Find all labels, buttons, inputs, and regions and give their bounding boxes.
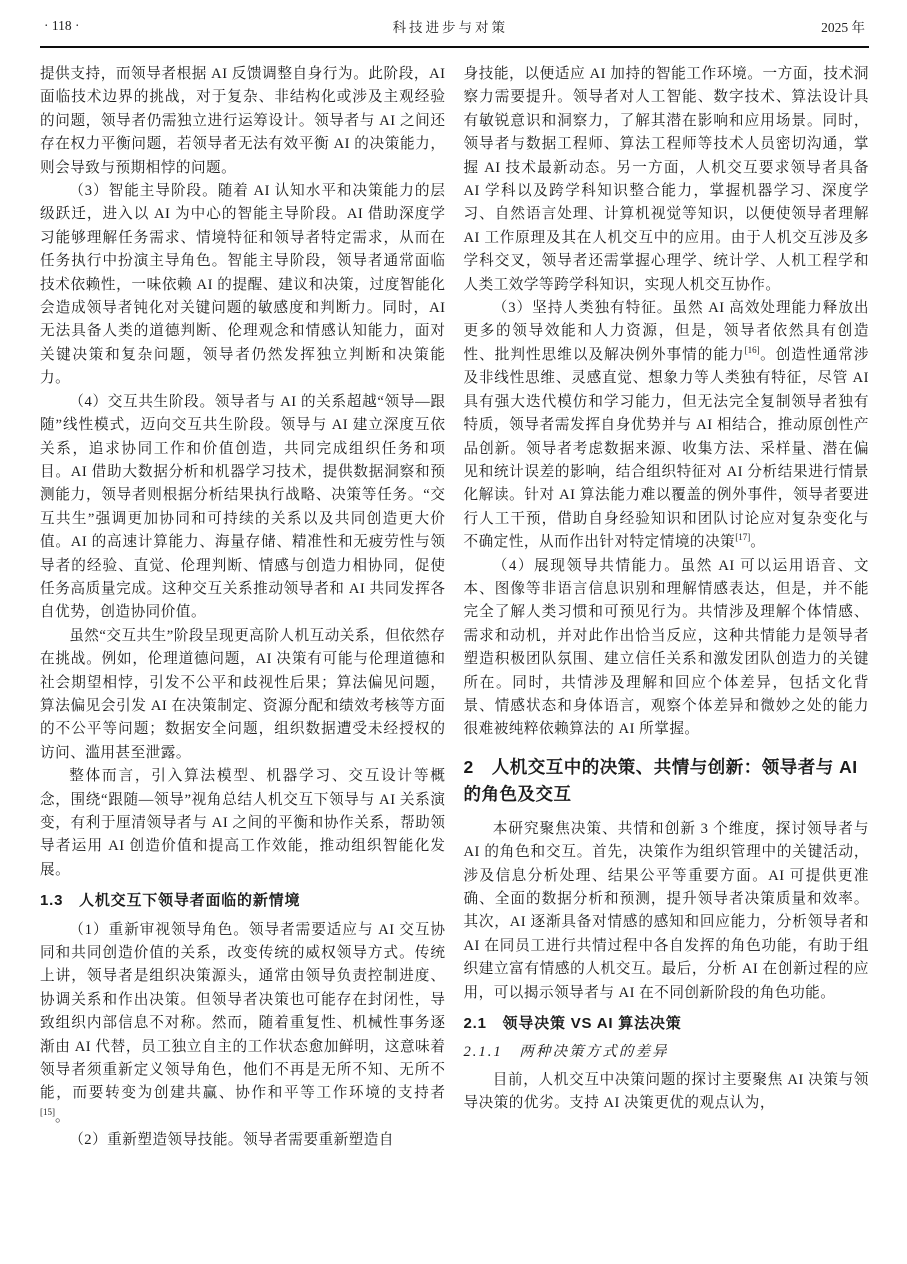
page-header [40, 10, 869, 46]
content-columns [40, 63, 869, 1153]
citation-ref: [15] [40, 1107, 55, 1118]
header-rule [40, 46, 869, 48]
section-heading-2-1-1: 2.1.1 两种决策方式的差异 [463, 1044, 669, 1061]
section-heading-2-1: 2.1 领导决策 VS AI 算法决策 [463, 1015, 682, 1033]
paragraph: （4）交互共生阶段。领导者与 AI 的关系超越“领导—跟随”线性模式，迈向交互共生阶段。领导与 AI 建立深度互依关系，追求协同工作和价值创造，共同完成组织任务和项目。AI 借助大数据分析和机器学习技术，提供数据洞察和预测能力，领导者则根据分析结果执行战略、决策等任务。“交互共生”强调更加协同和可持续的关系以及共同创造更大价值。AI 的高速计算能力、海量存储、精准性和无疲劳性与领导者的经验、直觉、伦理判断、情感与创造力相协同，促使任务高质量完成。这种交互关系推动领导者和 AI 共同发挥各自优势，创造协同价值。 [40, 393, 446, 621]
paragraph: 虽然“交互共生”阶段呈现更高阶人机互动关系，但依然存在挑战。例如，伦理道德问题，AI 决策有可能与伦理道德和社会期望相悖，引发不公平和歧视性后果；算法偏见问题，算法偏见会引发 AI 在决策制定、资源分配和绩效考核等方面的不公平等问题；数据安全问题，组织数据遭受未经授权的访问、滥用甚至泄露。 [40, 627, 446, 761]
paragraph: 身技能，以便适应 AI 加持的智能工作环境。一方面，技术洞察力需要提升。领导者对人工智能、数字技术、算法设计具有敏锐意识和洞察力，了解其潜在影响和应用场景。同时，领导者与数据工程师、算法工程师等技术人员密切沟通，掌握 AI 技术最新动态。另一方面，人机交互要求领导者具备 AI 学科以及跨学科知识整合能力，掌握机器学习、深度学习、自然语言处理、计算机视觉等知识，以便使领导者理解 AI 工作原理及其在人机交互中的应用。由于人机交互涉及多学科交叉，领导者还需掌握心理学、统计学、人机工程学和人类工效学等跨学科知识，实现人机交互协作。 [463, 66, 869, 293]
section-heading-1-3: 1.3 人机交互下领导者面临的新情境 [40, 892, 301, 910]
paragraph: 提供支持，而领导者根据 AI 反馈调整自身行为。此阶段，AI 面临技术边界的挑战，对于复杂、非结构化或涉及主观经验的问题，领导者仍需独立进行运筹设计。领导者与 AI 之间还存在权力平衡问题，若领导者无法有效平衡 AI 的决策能力，则会导致与预期相悖的问题。 [40, 66, 446, 176]
citation-ref: [16] [744, 345, 760, 356]
right-column [464, 63, 870, 1153]
citation-ref: [17] [735, 532, 751, 543]
page-number: · 118 · [44, 18, 80, 33]
paragraph: （2）重新塑造领导技能。领导者需要重新塑造自 [69, 1132, 394, 1149]
year-label: 2025 年 [821, 20, 865, 35]
journal-title: 科技进步与对策 [392, 20, 509, 35]
paragraph: （4）展现领导共情能力。虽然 AI 可以运用语音、文本、图像等非语言信息识别和理解情感表达，但是，并不能完全了解人类习惯和可预见行为。共情涉及理解个体情感、需求和动机，并对此作出恰当反应，这种共情能力是领导者塑造积极团队氛围、建立信任关系和激发团队创造力的关键所在。同时，共情涉及理解和回应个体差异，包括文化背景、情感状态和身体语言，观察个体差异和微妙之处的能力很难被纯粹依赖算法的 AI 所掌握。 [463, 557, 869, 738]
paragraph: 本研究聚焦决策、共情和创新 3 个维度，探讨领导者与 AI 的角色和交互。首先，决策作为组织管理中的关键活动，涉及信息分析处理、结果公平等重要方面。AI 可提供更准确、全面的数据分析和预测，提升领导者决策质量和效率。其次，AI 逐渐具备对情感的感知和回应能力，分析领导者和 AI 在同员工进行共情过程中各自发挥的角色功能，有助于组织建立富有情感的人机交互。最后，分析 AI 在创新过程的应用，可以揭示领导者与 AI 在不同创新阶段的角色功能。 [463, 820, 869, 1001]
paragraph: （3）智能主导阶段。随着 AI 认知水平和决策能力的层级跃迁，进入以 AI 为中心的智能主导阶段。AI 借助深度学习能够理解任务需求、情境特征和领导者特定需求，从而在任务执行中扮演主导角色。智能主导阶段，领导者通常面临技术依赖性，一味依赖 AI 的提醒、建议和决策，过度智能化会造成领导者钝化对关键问题的敏感度和判断力。同时，AI 无法具备人类的道德判断、伦理观念和情感认知能力，面对关键决策和复杂问题，领导者仍然发挥独立判断和决策能力。 [40, 183, 446, 387]
paragraph: （1）重新审视领导角色。领导者需要适应与 AI 交互协同和共同创造价值的关系，改变传统的威权领导方式。传统上讲，领导者是组织决策源头，通常由领导负责控制进度、协调关系和作出决策。但领导者决策也可能存在封闭性，导致组织内部信息不对称。然而，随着重复性、机械性事务逐渐由 AI 代替，员工独立自主的工作状态愈加鲜明，这意味着领导者须重新定义领导角色，他们不再是无所不知、无所不能，而要转变为创建共赢、协作和平等工作环境的支持者[15]。 [40, 921, 446, 1125]
paragraph: （3）坚持人类独有特征。虽然 AI 高效处理能力释放出更多的领导效能和人力资源，但是，领导者依然具有创造性、批判性思维以及解决例外事情的能力[16]。创造性通常涉及非线性思维、灵感直觉、想象力等人类独有特征，尽管 AI 具有强大迭代模仿和学习能力，但无法完全复制领导者独有特质，领导者需发挥自身优势并与 AI 相结合，推动原创性产品创新。领导者考虑数据来源、收集方法、采样量、潜在偏见和统计误差的影响，结合组织特征对 AI 分析结果进行情景化解读。针对 AI 算法能力难以覆盖的例外事件，领导者要进行人工干预，借助自身经验知识和团队讨论应对复杂变化与不确定性，从而作出针对特定情境的决策[17]。 [463, 300, 869, 551]
left-column [40, 63, 446, 1153]
paragraph: 整体而言，引入算法模型、机器学习、交互设计等概念，围绕“跟随—领导”视角总结人机交互下领导与 AI 关系演变，有利于厘清领导者与 AI 之间的平衡和协作关系，帮助领导者运用 AI 创造价值和提高工作效能，推动组织智能化发展。 [40, 768, 446, 878]
section-heading-2: 2 人机交互中的决策、共情与创新：领导者与 AI 的角色及交互 [463, 756, 858, 804]
paragraph: 目前，人机交互中决策问题的探讨主要聚焦 AI 决策与领导决策的优劣。支持 AI 决策更优的观点认为， [463, 1071, 869, 1112]
